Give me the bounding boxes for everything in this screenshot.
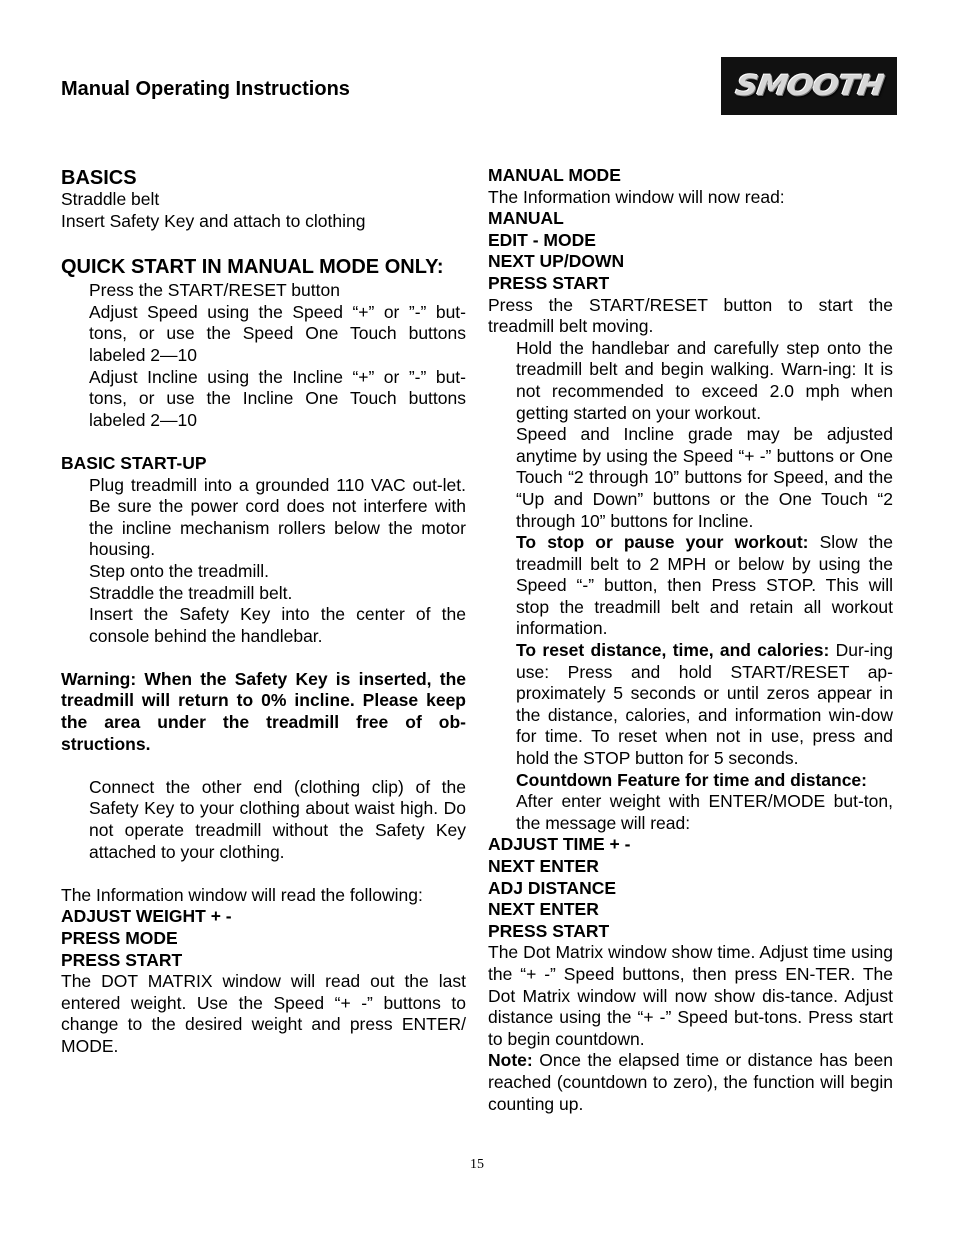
manual-intro: The Information window will now read: (488, 186, 785, 207)
quick-start-step: Press the START/RESET button (89, 280, 340, 301)
manual-message: PRESS START (488, 272, 610, 293)
basics-line: Insert Safety Key and attach to clothing (61, 210, 366, 231)
manual-mode-heading: MANUAL MODE (488, 165, 621, 185)
safety-warning: Warning: When the Safety Key is inserted, the treadmill will return to 0% incline. Please keep the area under the treadmill free of ob-structions. (61, 668, 466, 754)
dot-matrix-text: The DOT MATRIX window will read out the last entered weight. Use the Speed “+ -” buttons to change to the desired weight and press ENTER/ MODE. (61, 971, 466, 1056)
info-message: ADJUST WEIGHT + - (61, 906, 232, 927)
manual-message: MANUAL (488, 208, 564, 229)
info-message: PRESS START (61, 949, 183, 970)
connect-instruction: Connect the other end (clothing clip) of the Safety Key to your clothing about waist high. Do not operate treadmill without the Safety Key attached to your clothing. (89, 776, 466, 862)
quick-start-heading: QUICK START IN MANUAL MODE ONLY: (61, 256, 444, 279)
quick-start-step: Adjust Speed using the Speed “+” or ”-” but-tons, or use the Speed One Touch buttons labeled 2—10 (89, 301, 466, 365)
countdown-text: After enter weight with ENTER/MODE but-ton, the message will read: (516, 791, 893, 833)
note-label: Note: (488, 1050, 533, 1071)
right-column (488, 160, 893, 1115)
press-start-text: Press the START/RESET button to start the treadmill belt moving. (488, 294, 893, 337)
note-paragraph (488, 1050, 893, 1115)
countdown-label: Countdown Feature for time and distance: (516, 769, 867, 790)
basics-line: Straddle belt (61, 189, 160, 209)
countdown-message: ADJUST TIME + - (488, 834, 631, 855)
startup-step: Step onto the treadmill. (89, 560, 269, 581)
startup-heading: BASIC START-UP (61, 452, 207, 473)
info-message: PRESS MODE (61, 928, 178, 948)
quick-start-step: Adjust Incline using the Incline “+” or ”-” but-tons, or use the Incline One Touch buttons labeled 2—10 (89, 366, 466, 430)
countdown-message: NEXT ENTER (488, 899, 599, 920)
page-number: 15 (470, 1157, 484, 1172)
countdown-message: ADJ DISTANCE (488, 877, 617, 898)
stop-label: To stop or pause your workout: (516, 532, 809, 553)
startup-step: Straddle the treadmill belt. (89, 582, 293, 603)
speed-incline-instruction: Speed and Incline grade may be adjusted anytime by using the Speed “+ -” buttons or One Touch “2 through 10” buttons for Speed, and the “Up and Down” buttons or the One Touch “2 through 10” buttons for Incline. (516, 424, 893, 531)
stop-text: Slow the treadmill belt to 2 MPH or below by using the Speed “-” button, then Press STOP. This will stop the treadmill belt and retain all workout information. (516, 532, 893, 639)
manual-message: NEXT UP/DOWN (488, 251, 625, 272)
manual-message: EDIT - MODE (488, 229, 596, 250)
startup-step: Insert the Safety Key into the center of the console behind the handlebar. (89, 604, 466, 646)
basics-heading: BASICS (61, 167, 137, 189)
left-column (61, 160, 466, 1058)
stop-instruction (488, 532, 893, 640)
dot-matrix-time-text: The Dot Matrix window show time. Adjust time using the “+ -” Speed buttons, then press EN-TER. The Dot Matrix window will now show dis-tance. Adjust distance using the “+ -” Speed but-tons. Press start to begin countdown. (488, 942, 893, 1049)
page-title: Manual Operating Instructions (61, 78, 350, 100)
reset-instruction (488, 640, 893, 770)
reset-text: Dur-ing use: Press and hold START/RESET ap-proximately 5 seconds or until zeros appear in the distance, calories, and information win-dow for time. To reset when not in use, press and hold the STOP button for 5 seconds. (516, 640, 893, 769)
handlebar-instruction: Hold the handlebar and carefully step onto the treadmill belt and begin walking. Warn-ing: It is not recommended to exceed 2.0 mph when getting started on your workout. (516, 337, 893, 423)
smooth-logo (721, 57, 897, 115)
logo-text: SMOOTH (733, 69, 885, 103)
countdown-message: NEXT ENTER (488, 856, 599, 876)
countdown-message: PRESS START (488, 920, 610, 941)
reset-label: To reset distance, time, and calories: (516, 640, 830, 661)
note-text: Once the elapsed time or distance has been reached (countdown to zero), the function will begin counting up. (488, 1050, 893, 1114)
startup-step: Plug treadmill into a grounded 110 VAC out-let. Be sure the power cord does not interfere with the incline mechanism rollers below the motor housing. (89, 474, 466, 560)
info-intro: The Information window will read the following: (61, 884, 423, 905)
